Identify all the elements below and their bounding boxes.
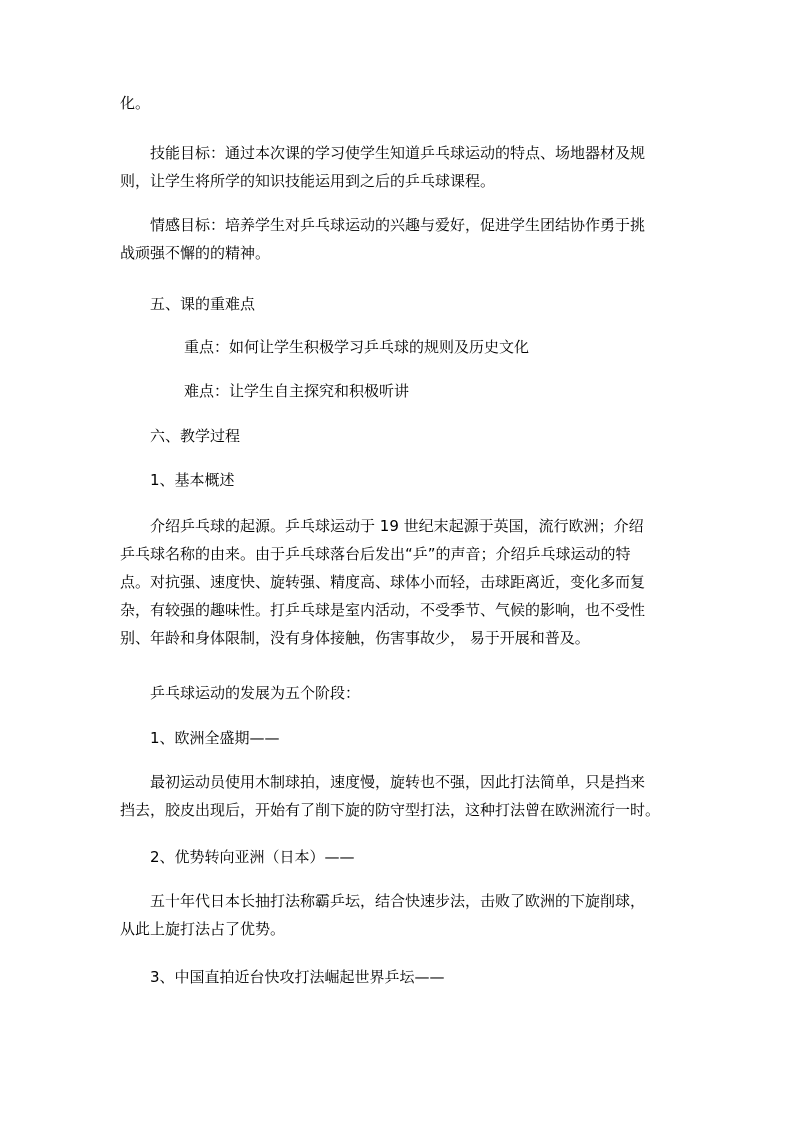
paragraph-difficult-point (184, 377, 744, 405)
subheading-basic-overview (150, 466, 710, 494)
text-line: 难点：让学生自主探究和积极听讲 (184, 382, 410, 400)
paragraph-origin (120, 512, 710, 652)
paragraph-development-stages (150, 679, 710, 707)
paragraph-skill-goal (120, 139, 710, 195)
section-heading-key-points (150, 290, 710, 318)
text-line: 乒乓球运动的发展为五个阶段： (150, 684, 361, 702)
text-line: 1、欧洲全盛期—— (150, 729, 280, 747)
text-line: 五十年代日本长抽打法称霸乒坛，结合快速步法，击败了欧洲的下旋削球， (150, 892, 646, 910)
paragraph-key-point (184, 333, 744, 361)
text-line: 战顽强不懈的的精神。 (120, 244, 271, 262)
text-line: 1、基本概述 (150, 471, 235, 489)
text-line: 2、优势转向亚洲（日本）—— (150, 848, 355, 866)
text-line: 3、中国直拍近台快攻打法崛起世界乒坛—— (150, 968, 445, 986)
subheading-stage-2 (150, 843, 710, 871)
text-line: 重点：如何让学生积极学习乒乓球的规则及历史文化 (184, 338, 530, 356)
text-line: 最初运动员使用木制球拍，速度慢，旋转也不强，因此打法简单，只是挡来 (150, 773, 646, 791)
text-line: 从此上旋打法占了优势。 (120, 920, 286, 938)
text-line: 情感目标：培养学生对乒乓球运动的兴趣与爱好，促进学生团结协作勇于挑 (150, 216, 646, 234)
text-line: 化。 (120, 94, 151, 112)
subheading-stage-1 (150, 724, 710, 752)
paragraph-stage-2 (120, 887, 710, 943)
paragraph-emotion-goal (120, 211, 710, 267)
text-line: 杂，有较强的趣味性。打乒乓球是室内活动，不受季节、气候的影响，也不受性 (120, 601, 646, 619)
text-line: 乒乓球名称的由来。由于乒乓球落台后发出“乒”的声音；介绍乒乓球运动的特 (120, 545, 631, 563)
text-line: 挡去，胶皮出现后，开始有了削下旋的防守型打法，这种打法曾在欧洲流行一时。 (120, 801, 661, 819)
text-line: 则，让学生将所学的知识技能运用到之后的乒乓球课程。 (120, 172, 496, 190)
text-line: 别、年龄和身体限制，没有身体接触，伤害事故少， 易于开展和普及。 (120, 629, 590, 647)
text-line: 五、课的重难点 (150, 295, 256, 313)
text-line: 技能目标：通过本次课的学习使学生知道乒乓球运动的特点、场地器材及规 (150, 144, 646, 162)
paragraph-continuation (120, 89, 680, 117)
text-line: 介绍乒乓球的起源。乒乓球运动于 19 世纪末起源于英国，流行欧洲；介绍 (150, 517, 644, 535)
subheading-stage-3 (150, 963, 710, 991)
text-line: 点。对抗强、速度快、旋转强、精度高、球体小而轻，击球距离近，变化多而复 (120, 573, 646, 591)
paragraph-stage-1 (120, 768, 710, 824)
text-line: 六、教学过程 (150, 427, 241, 445)
section-heading-teaching-process (150, 422, 710, 450)
